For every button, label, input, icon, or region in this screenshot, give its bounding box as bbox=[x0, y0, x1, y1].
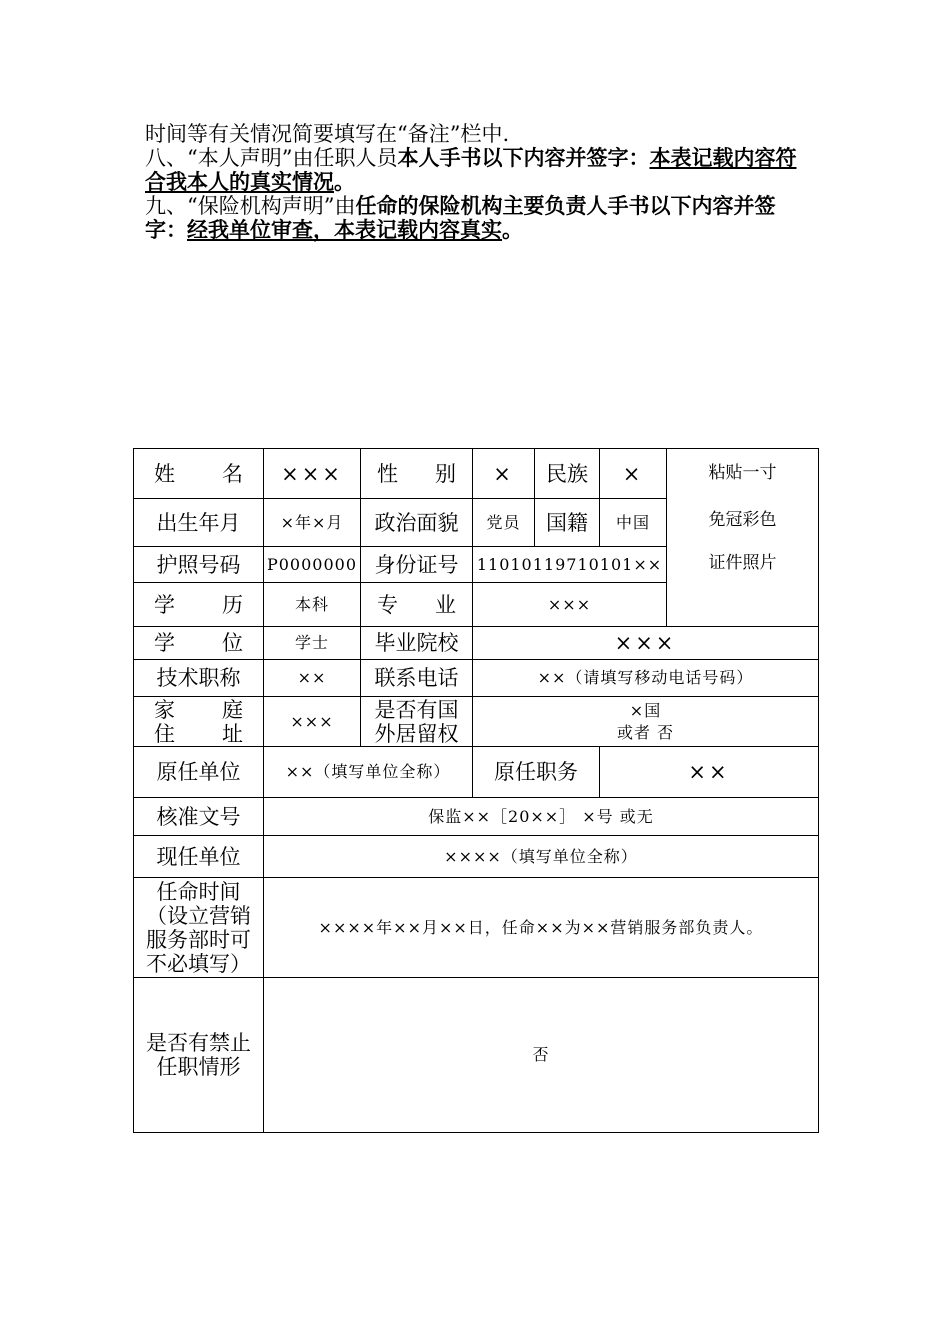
title-value: ×× bbox=[264, 660, 361, 697]
table-row bbox=[134, 747, 819, 798]
table-row bbox=[134, 878, 819, 978]
table-row bbox=[134, 449, 819, 499]
table-row bbox=[134, 836, 819, 878]
item9-bold: 任命的保险机构主要负责人手书以下内容并签字： bbox=[145, 193, 776, 242]
residency-value: ×国 或者 否 bbox=[473, 697, 819, 747]
birth-label: 出生年月 bbox=[134, 499, 264, 547]
photo-text-1: 粘贴一寸 bbox=[708, 463, 777, 483]
item8-end: 。 bbox=[334, 169, 355, 194]
former-post-value: ×× bbox=[600, 747, 819, 798]
address-label: 家 庭 住 址 bbox=[134, 697, 264, 747]
prohibited-value: 否 bbox=[264, 978, 819, 1133]
current-unit-label: 现任单位 bbox=[134, 836, 264, 878]
instruction-line-continuation: 时间等有关情况简要填写在“备注”栏中. bbox=[145, 122, 510, 146]
item9-end: 。 bbox=[502, 217, 523, 242]
item8-bold: 本人手书以下内容并签字： bbox=[397, 145, 650, 170]
instruction-item-8 bbox=[145, 146, 805, 194]
table-row bbox=[134, 660, 819, 697]
birth-value: ×年×月 bbox=[264, 499, 361, 547]
former-post-label: 原任职务 bbox=[473, 747, 600, 798]
item9-underlined: 经我单位审查，本表记载内容真实 bbox=[187, 217, 502, 242]
item8-underlined: 本表记载内容符合我本人的真实情况 bbox=[145, 145, 797, 194]
id-value: 11010119710101×× bbox=[473, 547, 667, 583]
table-row bbox=[134, 697, 819, 747]
id-label: 身份证号 bbox=[361, 547, 473, 583]
ethnic-label: 民族 bbox=[535, 449, 600, 499]
title-label: 技术职称 bbox=[134, 660, 264, 697]
school-value: ××× bbox=[473, 627, 819, 660]
prohibited-label: 是否有禁止 任职情形 bbox=[134, 978, 264, 1133]
appoint-time-label: 任命时间 （设立营销 服务部时可 不必填写） bbox=[134, 878, 264, 978]
address-value: ××× bbox=[264, 697, 361, 747]
instruction-item-9 bbox=[145, 194, 805, 242]
nationality-label: 国籍 bbox=[535, 499, 600, 547]
phone-label: 联系电话 bbox=[361, 660, 473, 697]
phone-value: ××（请填写移动电话号码） bbox=[473, 660, 819, 697]
major-value: ××× bbox=[473, 583, 667, 627]
table-row bbox=[134, 627, 819, 660]
photo-text-2: 免冠彩色 bbox=[708, 510, 777, 530]
approval-value: 保监××［20××］ ×号 或无 bbox=[264, 798, 819, 836]
education-value: 本科 bbox=[264, 583, 361, 627]
passport-label: 护照号码 bbox=[134, 547, 264, 583]
personnel-form-table bbox=[133, 448, 819, 1133]
degree-value: 学士 bbox=[264, 627, 361, 660]
table-row bbox=[134, 978, 819, 1133]
passport-value: P0000000 bbox=[264, 547, 361, 583]
instructions-text bbox=[145, 122, 805, 242]
education-label: 学 历 bbox=[134, 583, 264, 627]
nationality-value: 中国 bbox=[600, 499, 667, 547]
item8-prefix: 八、“本人声明”由任职人员 bbox=[145, 146, 398, 170]
appoint-time-value: ××××年××月××日，任命××为××营销服务部负责人。 bbox=[264, 878, 819, 978]
former-unit-value: ××（填写单位全称） bbox=[264, 747, 473, 798]
name-label: 姓 名 bbox=[134, 449, 264, 499]
item9-prefix: 九、“保险机构声明”由 bbox=[145, 194, 356, 218]
gender-label: 性 别 bbox=[361, 449, 473, 499]
ethnic-value: × bbox=[600, 449, 667, 499]
school-label: 毕业院校 bbox=[361, 627, 473, 660]
photo-text-3: 证件照片 bbox=[708, 553, 777, 573]
major-label: 专 业 bbox=[361, 583, 473, 627]
current-unit-value: ××××（填写单位全称） bbox=[264, 836, 819, 878]
residency-label: 是否有国 外居留权 bbox=[361, 697, 473, 747]
political-label: 政治面貌 bbox=[361, 499, 473, 547]
approval-label: 核准文号 bbox=[134, 798, 264, 836]
degree-label: 学 位 bbox=[134, 627, 264, 660]
political-value: 党员 bbox=[473, 499, 535, 547]
former-unit-label: 原任单位 bbox=[134, 747, 264, 798]
photo-placeholder bbox=[667, 449, 819, 627]
table-row bbox=[134, 798, 819, 836]
gender-value: × bbox=[473, 449, 535, 499]
name-value: ××× bbox=[264, 449, 361, 499]
